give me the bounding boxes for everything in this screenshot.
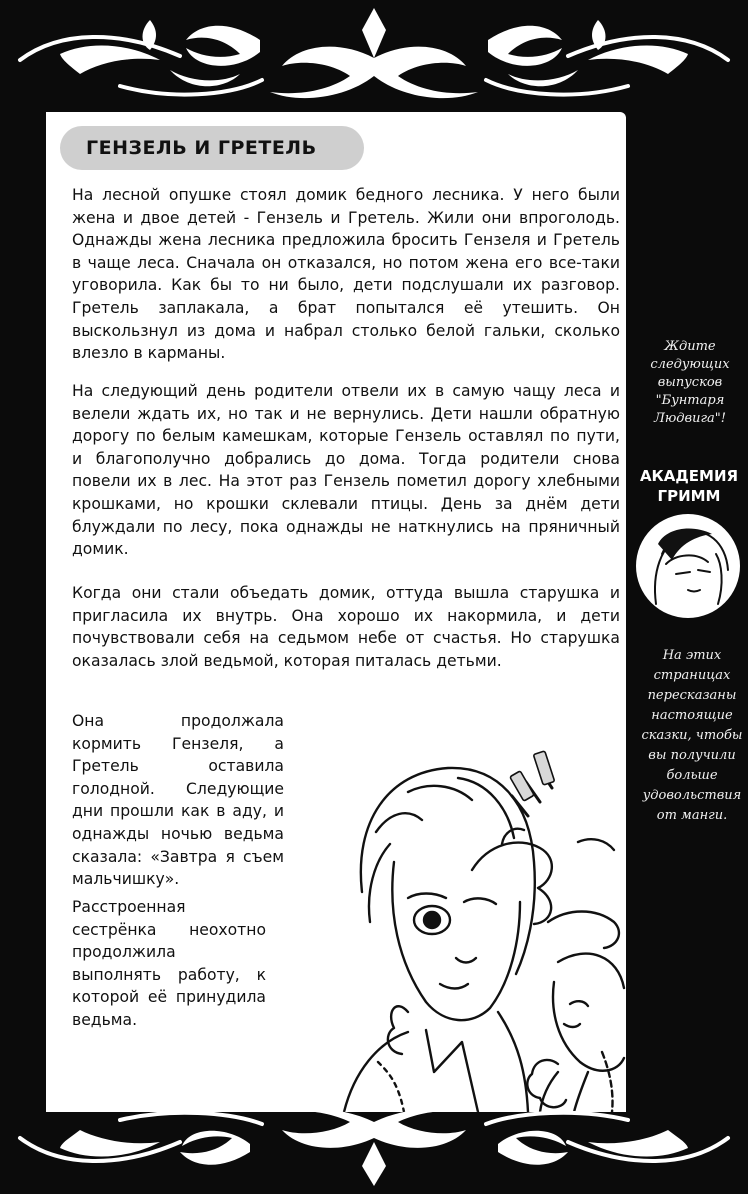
fairy-tale-note: На этих страницах пересказаны настоящие сказки, чтобы вы получили больше удовольствия от манги. xyxy=(641,648,743,823)
content-panel xyxy=(46,112,626,1112)
page-title: ГЕНЗЕЛЬ И ГРЕТЕЛЬ xyxy=(86,137,317,159)
story-paragraph-3: Когда они стали объедать домик, оттуда вышла старушка и пригласила их внутрь. Она хорошо их накормила, и дети почувствовали себя на седьмом небе от счастья. Но старушка оказалась злой ведьмой, которая питалась детьми. xyxy=(72,584,620,670)
story-paragraph-5: Расстроенная сестрёнка неохотно продолжила выполнять работу, к которой её принудила ведьма. xyxy=(72,898,266,1029)
story-paragraph-4: Она продолжала кормить Гензеля, а Гретель оставила голодной. Следующие дни прошли как в аду, и однажды ночью ведьма сказала: «Завтра я съем мальчишку». xyxy=(72,712,284,889)
title-tab xyxy=(60,126,364,170)
story-paragraph-2: На следующий день родители отвели их в самую чащу леса и велели ждать их, но так и не вернулись. Дети нашли обратную дорогу по белым камешкам, которые Гензель оставлял по пути, и благополучно добрались до дома. Тогда родители снова повели их в лес. На этот раз Гензель пометил дорогу хлебными крошками, но крошки склевали птицы. День за днём дети блуждали по лесу, пока однажды не наткнулись на пряничный домик. xyxy=(72,382,620,559)
character-avatar xyxy=(636,514,740,618)
hansel-gretel-illustration xyxy=(258,712,626,1112)
top-ornament xyxy=(0,0,748,112)
academy-grimm-title: АКАДЕМИЯ ГРИММ xyxy=(639,467,739,505)
next-issue-promo: Ждите следующих выпусков "Бунтаря Людвига"! xyxy=(650,339,730,426)
story-paragraph-1: На лесной опушке стоял домик бедного лесника. У него были жена и двое детей - Гензель и Гретель. Жили они впроголодь. Однажды жена лесника предложила бросить Гензеля и Гретель в чаще леса. Сначала он отказался, но потом жена его все-таки уговорила. Как бы то ни было, дети подслушали их разговор. Гретель заплакала, а брат попытался её утешить. Он выскользнул из дома и набрал столько белой гальки, сколько влезло в карманы. xyxy=(72,186,620,363)
bottom-ornament xyxy=(0,1108,748,1194)
character-portrait-icon xyxy=(636,514,740,618)
